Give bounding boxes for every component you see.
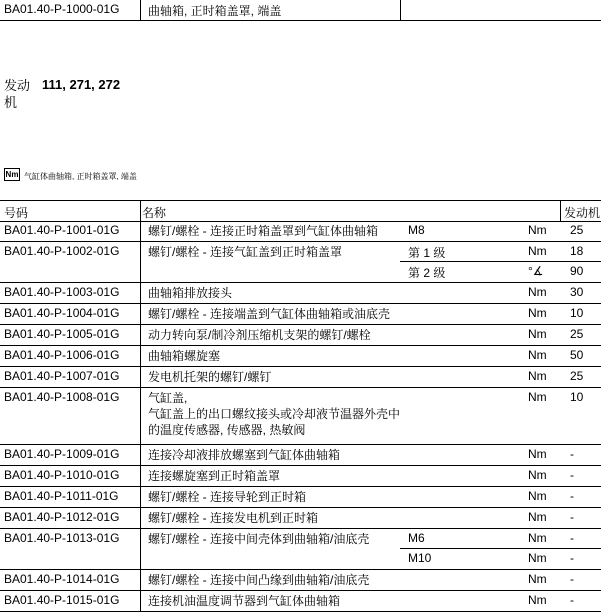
- row-value: -: [570, 468, 574, 482]
- row-unit: Nm: [528, 285, 547, 299]
- row-code: BA01.40-P-1006-01G: [4, 348, 120, 362]
- row-value: -: [570, 572, 574, 586]
- row-code: BA01.40-P-1013-01G: [4, 531, 120, 545]
- row-name: 连接螺旋塞到正时箱盖罩: [148, 469, 281, 483]
- torque-nm-icon: Nm: [5, 170, 19, 179]
- row-value: 18: [570, 244, 584, 258]
- row-name: 螺钉/螺栓 - 连接正时箱盖罩到气缸体曲轴箱: [148, 224, 378, 238]
- row-name: 螺钉/螺栓 - 连接端盖到气缸体曲轴箱或油底壳: [148, 307, 390, 321]
- table-row: [0, 591, 601, 612]
- top-row-code: BA01.40-P-1000-01G: [4, 2, 120, 16]
- table-row: [0, 445, 601, 466]
- row-value: -: [570, 510, 574, 524]
- row-unit: Nm: [528, 593, 547, 607]
- row-name: 螺钉/螺栓 - 连接气缸盖到正时箱盖罩: [148, 245, 342, 259]
- row-code: BA01.40-P-1011-01G: [4, 489, 119, 503]
- row-value: 30: [570, 285, 584, 299]
- row-spec: M6: [408, 531, 425, 545]
- row-value: 10: [570, 306, 584, 320]
- table-header: [0, 200, 601, 222]
- table-row: [0, 529, 601, 570]
- top-row-name: 曲轴箱, 正时箱盖罩, 端盖: [148, 4, 282, 18]
- row-unit: Nm: [528, 306, 547, 320]
- row-unit: Nm: [528, 244, 547, 258]
- row-name-line2: 气缸盖上的出口螺纹接头或冷却液节温器外壳中: [148, 407, 401, 421]
- header-code: 号码: [4, 206, 29, 220]
- row-value-2: -: [570, 551, 574, 565]
- table-row: [0, 325, 601, 346]
- table-row: [0, 346, 601, 367]
- row-name-line3: 的温度传感器, 传感器, 热敏阀: [148, 423, 306, 437]
- row-name: 连接机油温度调节器到气缸体曲轴箱: [148, 594, 341, 608]
- row-spec: M8: [408, 223, 425, 237]
- table-row: [0, 466, 601, 487]
- table-row: [0, 242, 601, 283]
- row-value: 50: [570, 348, 584, 362]
- row-unit-2: Nm: [528, 551, 547, 565]
- row-code: BA01.40-P-1003-01G: [4, 285, 120, 299]
- row-name: 螺钉/螺栓 - 连接导轮到正时箱: [148, 490, 306, 504]
- row-code: BA01.40-P-1007-01G: [4, 369, 120, 383]
- header-engine: 发动机: [564, 206, 601, 220]
- row-name: 曲轴箱螺旋塞: [148, 349, 221, 363]
- row-name: 连接冷却液排放螺塞到气缸体曲轴箱: [148, 448, 341, 462]
- row-name: 螺钉/螺栓 - 连接发电机到正时箱: [148, 511, 318, 525]
- row-code: BA01.40-P-1002-01G: [4, 244, 120, 258]
- row-unit: Nm: [528, 348, 547, 362]
- row-value: 10: [570, 390, 584, 404]
- row-unit: Nm: [528, 489, 547, 503]
- row-value: 25: [570, 327, 584, 341]
- table-row: [0, 283, 601, 304]
- row-value: -: [570, 593, 574, 607]
- row-value-2: 90: [570, 264, 584, 278]
- row-unit: Nm: [528, 223, 547, 237]
- row-value: 25: [570, 369, 584, 383]
- row-value: 25: [570, 223, 584, 237]
- table-row: [0, 388, 601, 445]
- row-code: BA01.40-P-1001-01G: [4, 223, 120, 237]
- engine-models: 111, 271, 272: [42, 77, 121, 92]
- row-unit-2: °∡: [528, 264, 544, 278]
- table-row: [0, 304, 601, 325]
- header-name: 名称: [142, 206, 167, 220]
- row-code: BA01.40-P-1015-01G: [4, 593, 120, 607]
- row-unit: Nm: [528, 468, 547, 482]
- row-unit: Nm: [528, 390, 547, 404]
- row-name: 气缸盖,: [148, 391, 188, 405]
- row-name: 动力转向泵/制冷剂压缩机支架的螺钉/螺栓: [148, 328, 371, 342]
- row-code: BA01.40-P-1009-01G: [4, 447, 120, 461]
- table-row: [0, 508, 601, 529]
- table-row: [0, 367, 601, 388]
- section-caption: 气缸体曲轴箱, 正时箱盖罩, 端盖: [24, 172, 137, 181]
- row-code: BA01.40-P-1004-01G: [4, 306, 120, 320]
- row-name: 曲轴箱排放接头: [148, 286, 233, 300]
- row-unit: Nm: [528, 510, 547, 524]
- row-spec: 第 1 级: [408, 246, 446, 260]
- row-unit: Nm: [528, 531, 547, 545]
- row-name: 发电机托架的螺钉/螺钉: [148, 370, 272, 384]
- row-unit: Nm: [528, 572, 547, 586]
- table-row: [0, 570, 601, 591]
- row-value: -: [570, 489, 574, 503]
- row-name: 螺钉/螺栓 - 连接中间凸缘到曲轴箱/油底壳: [148, 573, 370, 587]
- row-code: BA01.40-P-1012-01G: [4, 510, 120, 524]
- row-code: BA01.40-P-1005-01G: [4, 327, 120, 341]
- table-row: [0, 221, 601, 242]
- row-name: 螺钉/螺栓 - 连接中间壳体到曲轴箱/油底壳: [148, 532, 370, 546]
- row-spec-2: 第 2 级: [408, 266, 446, 280]
- row-code: BA01.40-P-1008-01G: [4, 390, 120, 404]
- row-unit: Nm: [528, 327, 547, 341]
- row-code: BA01.40-P-1014-01G: [4, 572, 120, 586]
- row-unit: Nm: [528, 447, 547, 461]
- row-unit: Nm: [528, 369, 547, 383]
- top-table-row: [0, 0, 601, 21]
- row-spec-2: M10: [408, 551, 432, 565]
- table-row: [0, 487, 601, 508]
- row-code: BA01.40-P-1010-01G: [4, 468, 120, 482]
- row-value: -: [570, 447, 574, 461]
- row-value: -: [570, 531, 574, 545]
- engine-label: 发动机: [4, 78, 31, 110]
